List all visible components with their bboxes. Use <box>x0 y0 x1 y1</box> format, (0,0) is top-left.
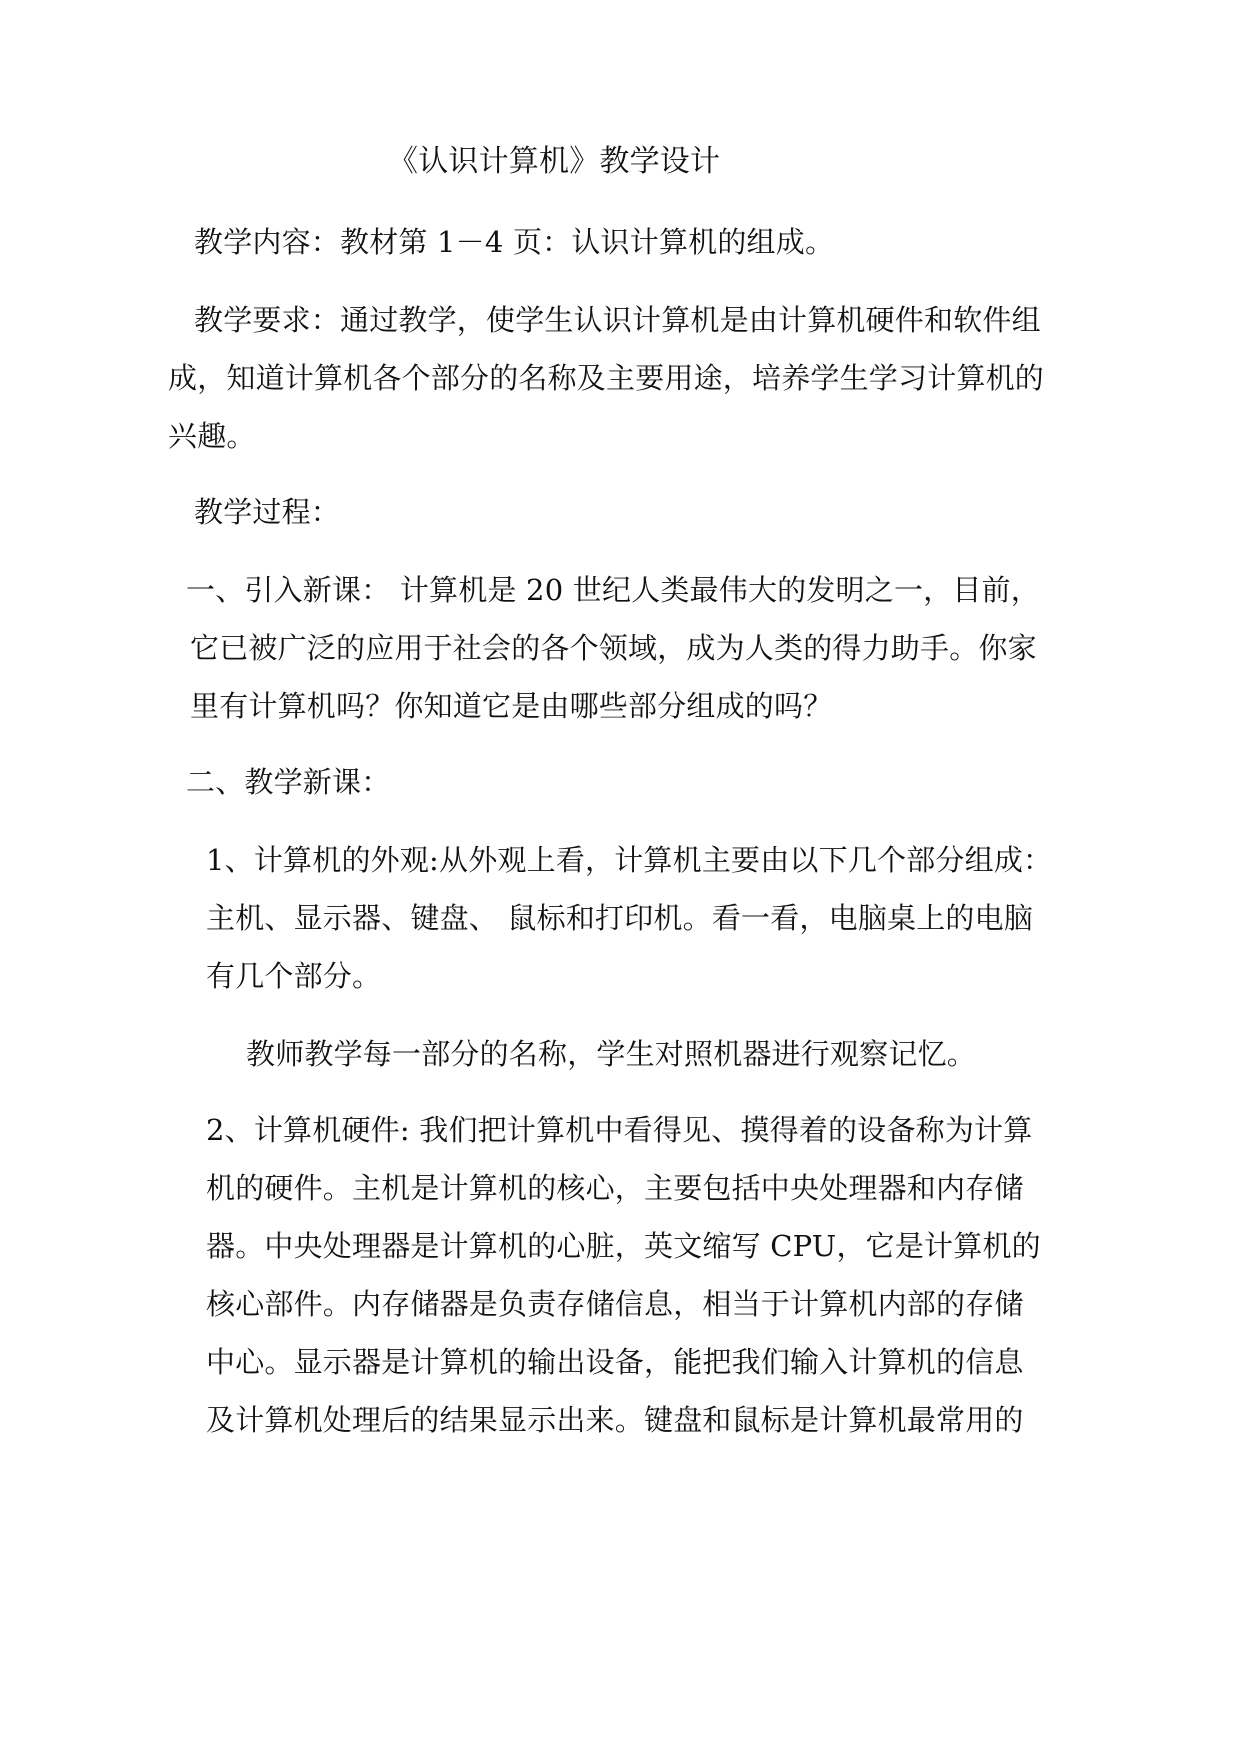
requirement-line-2: 成，知道计算机各个部分的名称及主要用途，培养学生学习计算机的 <box>168 361 1045 395</box>
item2-line-1: 2、计算机硬件: 我们把计算机中看得见、摸得着的设备称为计算 <box>206 1113 1033 1147</box>
item1-line-3: 有几个部分。 <box>206 959 382 993</box>
item2-line-2: 机的硬件。主机是计算机的核心，主要包括中央处理器和内存储 <box>206 1171 1024 1205</box>
teacher-note: 教师教学每一部分的名称，学生对照机器进行观察记忆。 <box>246 1037 977 1071</box>
item2-line-6: 及计算机处理后的结果显示出来。键盘和鼠标是计算机最常用的 <box>206 1403 1024 1437</box>
item1-line-1: 1、计算机的外观:从外观上看，计算机主要由以下几个部分组成： <box>206 843 1053 877</box>
item1-line-2: 主机、显示器、键盘、 鼠标和打印机。看一看，电脑桌上的电脑 <box>206 901 1034 935</box>
requirement-line-1: 教学要求：通过教学，使学生认识计算机是由计算机硬件和软件组 <box>194 303 1041 337</box>
section1-line-2: 它已被广泛的应用于社会的各个领域，成为人类的得力助手。你家 <box>190 631 1037 665</box>
section2-heading: 二、教学新课： <box>186 765 391 799</box>
item2-line-4: 核心部件。内存储器是负责存储信息，相当于计算机内部的存储 <box>206 1287 1024 1321</box>
teaching-content: 教学内容：教材第 1－4 页：认识计算机的组成。 <box>194 225 835 259</box>
process-heading: 教学过程： <box>194 495 341 529</box>
requirement-line-3: 兴趣。 <box>168 419 256 453</box>
section1-line-1: 一、引入新课： 计算机是 20 世纪人类最伟大的发明之一，目前， <box>186 573 1040 607</box>
item2-line-3: 器。中央处理器是计算机的心脏，英文缩写 CPU，它是计算机的 <box>206 1229 1041 1263</box>
document-title: 《认识计算机》教学设计 <box>388 144 721 179</box>
item2-line-5: 中心。显示器是计算机的输出设备，能把我们输入计算机的信息 <box>206 1345 1024 1379</box>
section1-line-3: 里有计算机吗？你知道它是由哪些部分组成的吗？ <box>190 689 833 723</box>
